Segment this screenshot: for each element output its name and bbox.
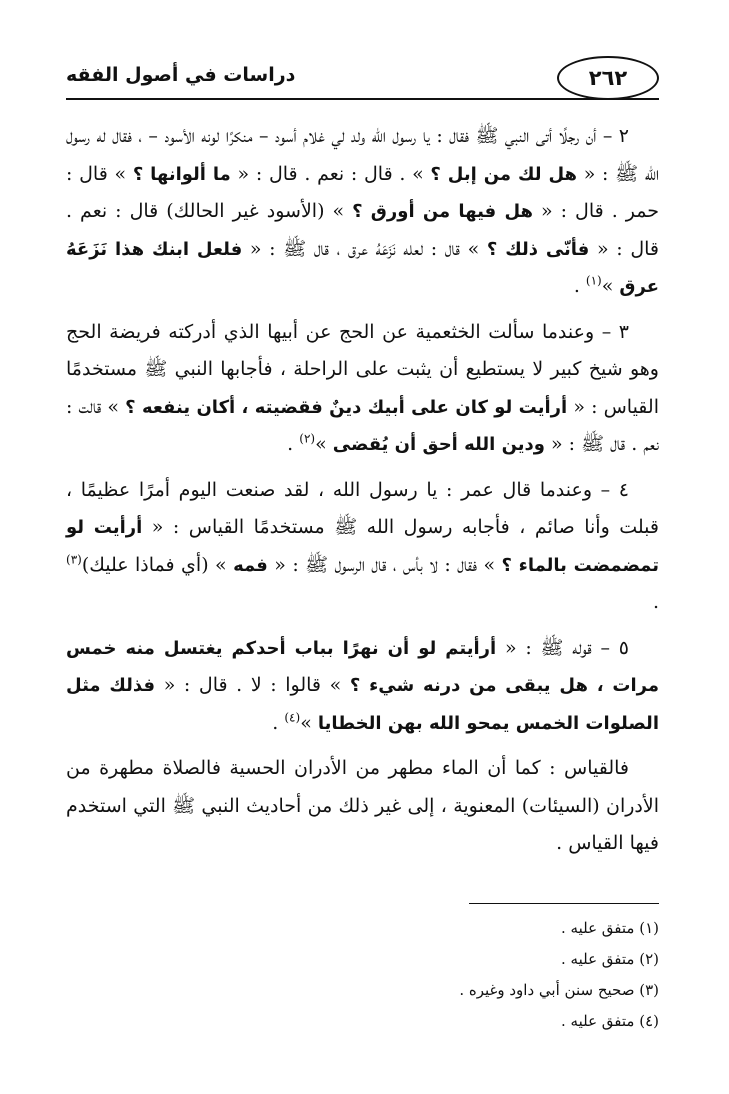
text: ٢ – أن رجلًا أتى النبي ﷺ فقال : يا رسول الله ولد لي غلام أسود – منكرًا لونه الأسود – ، فقال له رسول الله ﷺ : « (66, 125, 659, 185)
hadith-quote: فأنّى ذلك ؟ (486, 238, 590, 260)
paragraph-3 (66, 314, 659, 464)
page-header (66, 56, 659, 106)
paragraph-2 (66, 118, 659, 306)
paragraph-6 (66, 750, 659, 863)
footnote-1: (١) متفق عليه . (561, 919, 659, 937)
text: » قال : لعله نَزَعَهُ عرق ، قال ﷺ : « (242, 237, 487, 260)
text: فالقياس : كما أن الماء مطهر من الأدران الحسية فالصلاة مطهرة من الأدران (السيئات) المعنوية ، إلى غير ذلك من أحاديث النبي ﷺ التي استخدم فيها القياس . (66, 757, 659, 854)
footnote-2: (٢) متفق عليه . (561, 950, 659, 968)
text: ٣ – وعندما سألت الخثعمية عن الحج عن أبيها الذي أدركته فريضة الحج وهو شيخ كبير لا يستطيع أن يثبت على الراحلة ، فأجابها النبي ﷺ مستخدمًا القياس : « (66, 320, 659, 418)
hadith-quote: فلعل ابنك هذا نَزَعَهُ عرق (66, 238, 659, 297)
text: » قال : حمر . قال : « (66, 162, 659, 222)
text: » (300, 711, 318, 734)
hadith-quote: فذلك مثل الصلوات الخمس يمحو الله بهن الخطايا (66, 675, 659, 734)
text: . (287, 433, 300, 455)
footnote-divider (469, 903, 659, 904)
text: » قالوا : لا . قال : « (155, 674, 350, 696)
text: » (الأسود غير الحالك) قال : نعم . قال : « (66, 200, 659, 260)
hadith-quote: أرأيتم لو أن نهرًا بباب أحدكم يغتسل منه خمس مرات ، هل يبقى من درنه شيء ؟ (66, 637, 660, 696)
hadith-quote: هل لك من إبل ؟ (430, 163, 577, 185)
text: » قالت : نعم . قال ﷺ : « (66, 395, 659, 455)
footnote-4: (٤) متفق عليه . (561, 1012, 659, 1030)
footnote-ref[interactable]: (١) (585, 273, 602, 288)
page-number: ٢٦٢ (557, 56, 659, 100)
hadith-quote: أرأيت لو تمضمضت بالماء ؟ (66, 517, 660, 576)
text: . (573, 275, 586, 297)
text: » (601, 275, 620, 297)
hadith-quote: هل فيها من أورق ؟ (352, 201, 533, 222)
footnote-3: (٣) صحيح سنن أبي داود وغيره . (459, 981, 659, 999)
text: » (315, 433, 333, 455)
footnote-ref[interactable]: (٤) (284, 710, 301, 725)
text: . (652, 591, 659, 613)
paragraph-5 (66, 630, 659, 743)
text: » . قال : نعم . قال : « (230, 162, 431, 185)
text: » فقال : لا بأس ، قال الرسول ﷺ : « (267, 553, 502, 576)
hadith-quote: فمه (233, 554, 268, 576)
hadith-quote: ودين الله أحق أن يُقضى (332, 434, 545, 455)
footnotes (259, 913, 659, 1037)
text: . (272, 711, 285, 734)
hadith-quote: أرأيت لو كان على أبيك دينٌ فقضيته ، أكان ينفعه ؟ (125, 396, 568, 418)
footnote-ref[interactable]: (٣) (66, 552, 82, 567)
paragraph-4 (66, 472, 659, 622)
hadith-quote: ما ألوانها ؟ (132, 163, 231, 185)
text: ٥ – قوله ﷺ : « (496, 636, 629, 659)
footnote-ref[interactable]: (٢) (299, 431, 316, 446)
text: » (أي فماذا عليك) (81, 553, 234, 576)
running-title: دراسات في أصول الفقه (66, 64, 296, 86)
main-text (66, 118, 659, 871)
text: ٤ – وعندما قال عمر : يا رسول الله ، لقد صنعت اليوم أمرًا عظيمًا ، قبلت وأنا صائم ، فأجابه رسول الله ﷺ مستخدمًا القياس : « (66, 478, 659, 538)
header-rule (66, 98, 659, 100)
